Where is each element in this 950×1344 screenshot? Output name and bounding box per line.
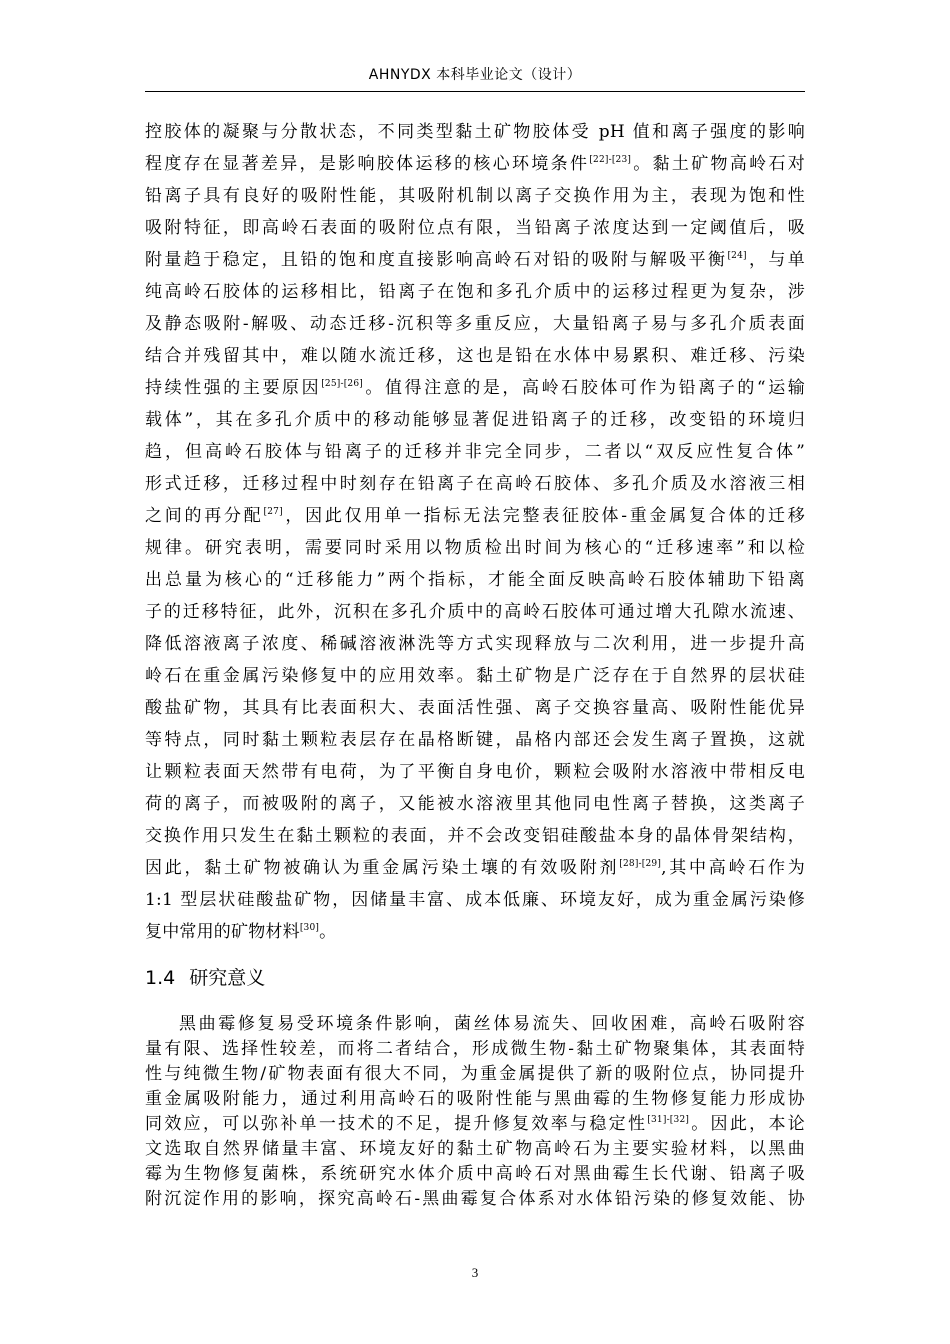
page-number: 3 xyxy=(471,1265,479,1280)
text-run: 重金属吸附能力，通过利用高岭石的吸附性能与黑曲霉的生物修复能力形成协 xyxy=(145,1089,805,1109)
text-run: 纯高岭石胶体的运移相比，铅离子在饱和多孔介质中的运移过程更为复杂，涉 xyxy=(145,282,805,302)
text-run: 子的迁移特征，此外，沉积在多孔介质中的高岭石胶体可通过增大孔隙水流速、 xyxy=(145,602,805,622)
text-line xyxy=(145,372,805,404)
text-run: 性与纯微生物/矿物表面有很大不同，为重金属提供了新的吸附位点，协同提升 xyxy=(145,1064,805,1084)
text-run: 。黏土矿物高岭石对 xyxy=(631,154,805,174)
text-run: 附沉淀作用的影响，探究高岭石-黑曲霉复合体系对水体铅污染的修复效能、协 xyxy=(145,1189,805,1209)
text-run: 附量趋于稳定，且铅的饱和度直接影响高岭石对铅的吸附与解吸平衡 xyxy=(145,250,728,270)
text-run: 文选取自然界储量丰富、环境友好的黏土矿物高岭石为主要实验材料，以黑曲 xyxy=(145,1139,805,1159)
text-line xyxy=(145,660,805,692)
text-run: 因此，黏土矿物被确认为重金属污染土壤的有效吸附剂 xyxy=(145,858,620,878)
text-run: 结合并残留其中，难以随水流迁移，这也是铅在水体中易累积、难迁移、污染 xyxy=(145,346,805,366)
text-line xyxy=(145,276,805,308)
text-line xyxy=(145,692,805,724)
text-run: 及静态吸附-解吸、动态迁移-沉积等多重反应，大量铅离子易与多孔介质表面 xyxy=(145,314,805,334)
citation-marker: [31]-[32] xyxy=(647,1115,690,1125)
text-run: 黑曲霉修复易受环境条件影响，菌丝体易流失、回收困难，高岭石吸附容 xyxy=(179,1014,805,1034)
text-run: 出总量为核心的“迁移能力”两个指标，才能全面反映高岭石胶体辅助下铅离 xyxy=(145,570,805,590)
text-line xyxy=(145,532,805,564)
section-title: 研究意义 xyxy=(189,967,266,989)
text-run: 酸盐矿物，其具有比表面积大、表面活性强、离子交换容量高、吸附性能优异 xyxy=(145,698,805,718)
text-line xyxy=(145,820,805,852)
text-run: 。 xyxy=(319,922,337,942)
text-run: 载体”，其在多孔介质中的移动能够显著促进铅离子的迁移，改变铅的环境归 xyxy=(145,410,805,430)
text-run: 铅离子具有良好的吸附性能，其吸附机制以离子交换作用为主，表现为饱和性 xyxy=(145,186,805,206)
text-run: 趋，但高岭石胶体与铅离子的迁移并非完全同步，二者以“双反应性复合体” xyxy=(145,442,805,462)
text-line xyxy=(145,916,805,948)
citation-marker: [22]-[23] xyxy=(589,155,632,165)
text-line xyxy=(145,852,805,884)
text-line xyxy=(145,1037,805,1062)
citation-marker: [28]-[29] xyxy=(619,859,662,869)
citation-marker: [25]-[26] xyxy=(321,379,363,389)
text-line xyxy=(145,500,805,532)
citation-marker: [27] xyxy=(263,507,283,517)
text-run: 荷的离子，而被吸附的离子，又能被水溶液里其他同电性离子替换，这类离子 xyxy=(145,794,805,814)
running-header: AHNYDX 本科毕业论文（设计） xyxy=(368,67,582,83)
text-run: 之间的再分配 xyxy=(145,506,264,526)
text-line xyxy=(145,308,805,340)
text-run: ，与单 xyxy=(746,250,805,270)
text-run: 控胶体的凝聚与分散状态，不同类型黏土矿物胶体受 pH 值和离子强度的影响 xyxy=(145,122,805,142)
text-line xyxy=(145,564,805,596)
text-run: 程度存在显著差异，是影响胶体运移的核心环境条件 xyxy=(145,154,590,174)
text-line xyxy=(145,756,805,788)
text-run: 复中常用的矿物材料 xyxy=(145,922,300,942)
text-run: 吸附特征，即高岭石表面的吸附位点有限，当铅离子浓度达到一定阈值后，吸 xyxy=(145,218,805,238)
text-line xyxy=(145,724,805,756)
text-line xyxy=(145,180,805,212)
text-run: 交换作用只发生在黏土颗粒的表面，并不会改变铝硅酸盐本身的晶体骨架结构， xyxy=(145,826,805,846)
text-line xyxy=(145,1012,805,1037)
text-run: 霉为生物修复菌株，系统研究水体介质中高岭石对黑曲霉生长代谢、铅离子吸 xyxy=(145,1164,805,1184)
text-line xyxy=(145,788,805,820)
text-line xyxy=(145,244,805,276)
text-run: 岭石在重金属污染修复中的应用效率。黏土矿物是广泛存在于自然界的层状硅 xyxy=(145,666,805,686)
text-line xyxy=(145,340,805,372)
text-line xyxy=(145,212,805,244)
text-line xyxy=(145,1162,805,1187)
text-line xyxy=(145,116,805,148)
section-heading xyxy=(145,963,265,993)
body-paragraph-1 xyxy=(145,116,805,948)
text-line xyxy=(145,404,805,436)
text-line xyxy=(145,1087,805,1112)
text-run: 形式迁移，迁移过程中时刻存在铅离子在高岭石胶体、多孔介质及水溶液三相 xyxy=(145,474,805,494)
text-line xyxy=(145,1137,805,1162)
text-run: 1:1 型层状硅酸盐矿物，因储量丰富、成本低廉、环境友好，成为重金属污染修 xyxy=(145,890,805,910)
text-run: 。因此，本论 xyxy=(689,1114,806,1134)
text-run: 。值得注意的是，高岭石胶体可作为铅离子的“运输 xyxy=(363,378,805,398)
body-paragraph-2 xyxy=(145,1012,805,1212)
citation-marker: [24] xyxy=(727,251,747,261)
text-run: 让颗粒表面天然带有电荷，为了平衡自身电价，颗粒会吸附水溶液中带相反电 xyxy=(145,762,805,782)
text-line xyxy=(145,148,805,180)
text-line xyxy=(145,468,805,500)
text-line xyxy=(145,1187,805,1212)
text-run: 同效应，可以弥补单一技术的不足，提升修复效率与稳定性 xyxy=(145,1114,648,1134)
text-run: 等特点，同时黏土颗粒表层存在晶格断键，晶格内部还会发生离子置换，这就 xyxy=(145,730,805,750)
text-run: 降低溶液离子浓度、稀碱溶液淋洗等方式实现释放与二次利用，进一步提升高 xyxy=(145,634,805,654)
text-line xyxy=(145,628,805,660)
text-line xyxy=(145,1112,805,1137)
text-run: 持续性强的主要原因 xyxy=(145,378,322,398)
header-divider xyxy=(145,91,805,92)
text-line xyxy=(145,596,805,628)
section-number: 1.4 xyxy=(145,967,176,989)
text-run: ,其中高岭石作为 xyxy=(661,858,805,878)
text-run: 规律。研究表明，需要同时采用以物质检出时间为核心的“迁移速率”和以检 xyxy=(145,538,805,558)
text-run: ，因此仅用单一指标无法完整表征胶体-重金属复合体的迁移 xyxy=(282,506,805,526)
text-line xyxy=(145,436,805,468)
citation-marker: [30] xyxy=(299,923,320,933)
text-line xyxy=(145,884,805,916)
text-line xyxy=(145,1062,805,1087)
text-run: 量有限、选择性较差，而将二者结合，形成微生物-黏土矿物聚集体，其表面特 xyxy=(145,1039,805,1059)
